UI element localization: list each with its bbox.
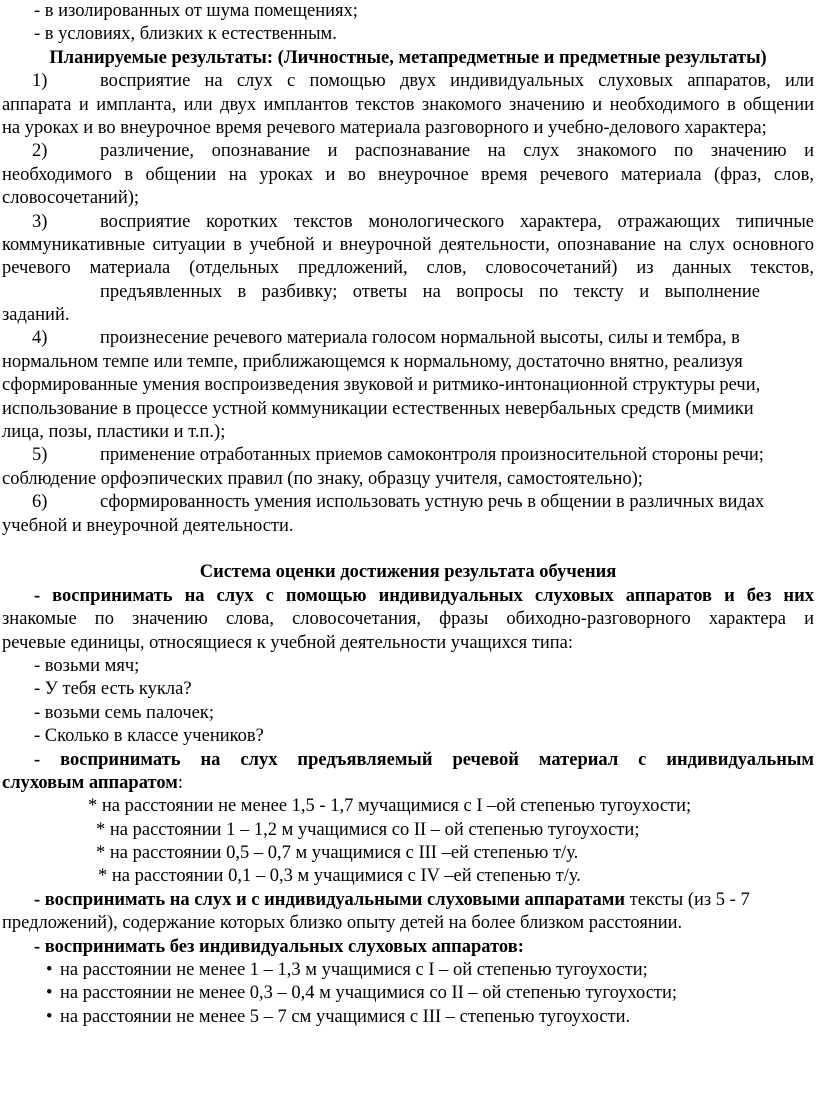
- star-item: * на расстоянии 0,5 – 0,7 м учащимися с III –ей степенью т/у.: [96, 843, 579, 864]
- item-number: 5): [32, 445, 48, 466]
- bullet-text: на расстоянии не менее 5 – 7 см учащимися с III – степенью тугоухости.: [60, 1006, 631, 1027]
- item-text: сформированность умения использовать устную речь в общении в различных видах: [100, 492, 765, 513]
- numbered-item-2: [2, 140, 814, 163]
- text-line: заданий.: [2, 305, 70, 326]
- text-line: лица, позы, пластики и т.п.);: [2, 422, 226, 443]
- text-line: нормальном темпе или темпе, приближающемся к нормальному, достаточно внятно, реализуя: [2, 351, 743, 372]
- text-line: - в условиях, близких к естественным.: [34, 24, 337, 45]
- bullet-icon: •: [46, 1006, 53, 1027]
- assessment-heading: Система оценки достижения результата обучения: [199, 562, 617, 583]
- item-text: восприятие коротких текстов монологического характера, отражающих типичные: [100, 211, 814, 232]
- bullet-item: [2, 982, 814, 1005]
- text-line: необходимого в общении на уроках и во внеурочное время речевого материала (фраз, слов,: [2, 164, 814, 185]
- star-item: * на расстоянии не менее 1,5 - 1,7 мучащимися с I –ой степенью тугоухости;: [88, 796, 692, 817]
- block3-normal: тексты (из 5 - 7: [625, 889, 750, 910]
- example-item: - У тебя есть кукла?: [34, 679, 192, 700]
- text-line: речевые единицы, относящиеся к учебной деятельности учащихся типа:: [2, 632, 573, 653]
- text-line: на уроках и во внеурочное время речевого материала разговорного и учебно-делового характера;: [2, 117, 767, 138]
- bullet-item: [2, 1006, 814, 1029]
- document-page: [2, 0, 814, 1029]
- planned-results-heading: Планируемые результаты: (Личностные, метапредметные и предметные результаты): [49, 47, 767, 68]
- block3-bold: - воспринимать на слух и с индивидуальными слуховыми аппаратами: [34, 889, 626, 910]
- numbered-item-3: [2, 211, 814, 234]
- item-text: произнесение речевого материала голосом нормальной высоты, силы и тембра, в: [100, 328, 740, 349]
- bullet-item: [2, 959, 814, 982]
- star-item: * на расстоянии 0,1 – 0,3 м учащимися с IV –ей степенью т/у.: [98, 866, 581, 887]
- colon: :: [177, 772, 183, 793]
- item-number: 3): [32, 211, 48, 232]
- example-item: - Сколько в классе учеников?: [34, 726, 264, 747]
- numbered-item-6: [2, 491, 814, 514]
- text-line: - в изолированных от шума помещениях;: [34, 1, 358, 21]
- item-number: 1): [32, 71, 48, 92]
- text-line: коммуникативные ситуации в учебной и внеурочной деятельности, опознавание на слух основного: [2, 234, 814, 255]
- item-number: 4): [32, 328, 48, 349]
- bullet-icon: •: [46, 983, 53, 1004]
- block2-bold-line: - воспринимать на слух предъявляемый речевой материал с индивидуальным: [34, 749, 814, 770]
- item-text: различение, опознавание и распознавание на слух знакомого по значению и: [100, 141, 814, 162]
- bullet-text: на расстоянии не менее 0,3 – 0,4 м учащимися со II – ой степенью тугоухости;: [60, 983, 678, 1004]
- item-number: 6): [32, 492, 48, 513]
- text-line-wrap: [2, 281, 760, 304]
- block3-line: [2, 889, 814, 912]
- block2-bold-text: слуховым аппаратом: [2, 772, 178, 793]
- text-line: словосочетаний);: [2, 188, 140, 209]
- text-line: использование в процессе устной коммуникации естественных невербальных средств (мимики: [2, 398, 754, 419]
- block2-bold-line2-wrap: [2, 772, 814, 795]
- numbered-item-4: [2, 327, 814, 350]
- numbered-item-1: [2, 70, 814, 93]
- numbered-item-5: [2, 444, 814, 467]
- bullet-text: на расстоянии не менее 1 – 1,3 м учащимися с I – ой степенью тугоухости;: [60, 960, 648, 981]
- item-number: 2): [32, 141, 48, 162]
- block4-heading: - воспринимать без индивидуальных слуховых аппаратов:: [34, 936, 524, 957]
- text-line: учебной и внеурочной деятельности.: [2, 515, 294, 536]
- star-item: * на расстоянии 1 – 1,2 м учащимися со II – ой степенью тугоухости;: [96, 819, 640, 840]
- block1-bold-lead: - воспринимать на слух с помощью индивидуальных слуховых аппаратов и без них: [34, 585, 814, 606]
- text-line: знакомые по значению слова, словосочетания, фразы обиходно-разговорного характера и: [2, 609, 814, 630]
- item-text: восприятие на слух с помощью двух индивидуальных слуховых аппаратов, или: [100, 71, 814, 92]
- text-line: речевого материала (отдельных предложений, слов, словосочетаний) из данных текстов,: [2, 258, 814, 279]
- example-item: - возьми мяч;: [34, 655, 140, 676]
- item-text: применение отработанных приемов самоконтроля произносительной стороны речи;: [100, 445, 764, 466]
- spacer: [2, 538, 814, 561]
- example-item: - возьми семь палочек;: [34, 702, 214, 723]
- text-line: сформированные умения воспроизведения звуковой и ритмико-интонационной структуры речи,: [2, 375, 761, 396]
- text-line: аппарата и импланта, или двух имплантов текстов знакомого значению и необходимого в общении: [2, 94, 814, 115]
- text-line: предъявленных в разбивку; ответы на вопросы по тексту и выполнение: [100, 281, 760, 302]
- bullet-icon: •: [46, 960, 53, 981]
- text-line: предложений), содержание которых близко опыту детей на более близком расстоянии.: [2, 913, 683, 934]
- text-line: соблюдение орфоэпических правил (по знаку, образцу учителя, самостоятельно);: [2, 468, 643, 489]
